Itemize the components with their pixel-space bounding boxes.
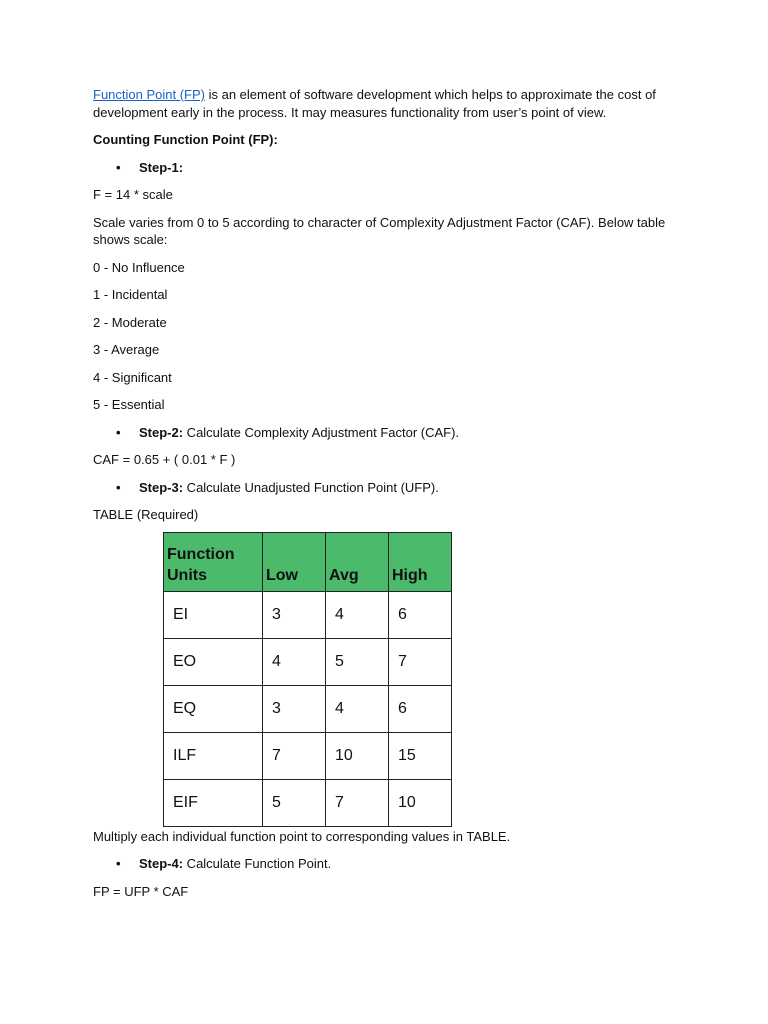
scale-description: Scale varies from 0 to 5 according to character of Complexity Adjustment Factor (CAF). Below table shows scale: [93,214,666,247]
step4-item [93,855,673,873]
cell-high: 10 [389,779,452,826]
step2-label: Step-2: [139,424,184,440]
table-header-row [164,532,452,591]
bullet-icon: • [116,479,121,495]
header-function-units: Function Units [164,532,263,591]
cell-avg: 4 [326,685,389,732]
scale-item: 1 - Incidental [93,287,168,302]
table-row [164,732,452,779]
bullet-icon: • [116,424,121,440]
cell-high: 6 [389,591,452,638]
multiply-paragraph: Multiply each individual function point to corresponding values in TABLE. [93,828,511,844]
cell-unit: EQ [164,685,263,732]
step3-text: Calculate Unadjusted Function Point (UFP). [183,479,439,495]
scale-item: 3 - Average [93,342,160,357]
cell-avg: 7 [326,779,389,826]
intro-text: is an element of software development which helps to approximate the cost of development early in the process. It may measures functionality from user’s point of view. [93,87,656,120]
bullet-icon: • [116,159,121,175]
step4-label: Step-4: [139,856,184,871]
section-heading: Counting Function Point (FP): [93,132,278,147]
cell-low: 3 [263,685,326,732]
step2-item [93,424,673,442]
scale-item: 4 - Significant [93,369,172,385]
cell-unit: EI [164,591,263,638]
bullet-icon: • [116,856,121,871]
cell-low: 5 [263,779,326,826]
step1-item [93,159,673,177]
table-row [164,685,452,732]
step3-label: Step-3: [139,479,184,495]
step1-label: Step-1: [139,159,184,175]
scale-item: 2 - Moderate [93,314,167,330]
table-wrapper [163,532,673,827]
step2-text: Calculate Complexity Adjustment Factor (CAF). [183,424,460,440]
function-point-link[interactable]: Function Point (FP) [93,87,205,102]
cell-avg: 10 [326,732,389,779]
formula-caf: CAF = 0.65 + ( 0.01 * F ) [93,452,236,467]
formula-fp: FP = UFP * CAF [93,883,189,899]
cell-unit: EIF [164,779,263,826]
formula-f: F = 14 * scale [93,187,173,202]
scale-item: 5 - Essential [93,397,165,412]
function-units-table [163,532,452,827]
header-avg: Avg [326,532,389,591]
table-row [164,638,452,685]
cell-avg: 4 [326,591,389,638]
header-high: High [389,532,452,591]
cell-low: 7 [263,732,326,779]
table-caption: TABLE (Required) [93,507,199,522]
scale-item: 0 - No Influence [93,259,185,275]
table-row [164,591,452,638]
cell-high: 15 [389,732,452,779]
header-low: Low [263,532,326,591]
cell-high: 7 [389,638,452,685]
cell-low: 4 [263,638,326,685]
cell-avg: 5 [326,638,389,685]
cell-low: 3 [263,591,326,638]
document-body [93,86,673,910]
cell-unit: EO [164,638,263,685]
cell-unit: ILF [164,732,263,779]
step3-item [93,479,673,497]
intro-paragraph [93,86,673,121]
table-row [164,779,452,826]
cell-high: 6 [389,685,452,732]
step4-text: Calculate Function Point. [183,856,332,871]
